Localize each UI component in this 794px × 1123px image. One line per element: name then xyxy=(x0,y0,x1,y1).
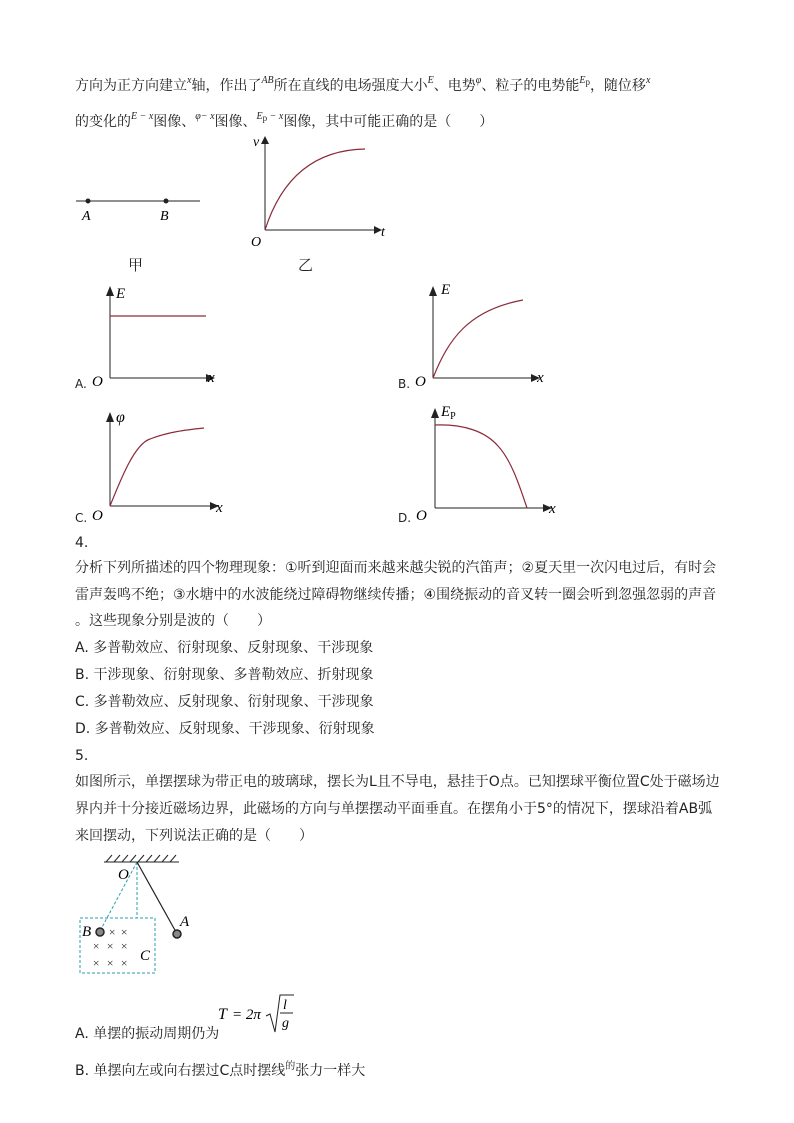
stem-text: 、电势 xyxy=(433,78,476,94)
stem-text: 图像，其中可能正确的是（ ） xyxy=(283,114,494,130)
point-b xyxy=(164,199,169,204)
cross: × xyxy=(106,956,115,970)
label-c: C xyxy=(140,948,151,964)
label-origin: O xyxy=(92,508,103,524)
label-e: E xyxy=(116,286,126,302)
q4-option-c[interactable]: C. 多普勒效应、反射现象、衍射现象、干涉现象 xyxy=(75,694,374,710)
option-b-text: 张力一样大 xyxy=(295,1063,366,1079)
q4-stem-line-2: 雷声轰鸣不绝；③水塘中的水波能绕过障碍物继续传播；④围绕振动的音叉转一圈会听到忽强忽弱的声音 xyxy=(75,587,717,603)
math-phi: φ xyxy=(475,75,482,86)
q4-option-a[interactable]: A. 多普勒效应、衍射现象、反射现象、干涉现象 xyxy=(75,640,374,656)
stem-text: 的变化的 xyxy=(75,114,131,130)
label-v: v xyxy=(253,135,260,150)
q4-option-d[interactable]: D. 多普勒效应、反射现象、干涉现象、衍射现象 xyxy=(75,721,375,737)
pendulum-string xyxy=(137,862,176,932)
cross: × xyxy=(106,939,115,953)
stem-text: 图像、 xyxy=(214,114,257,130)
formula-g: g xyxy=(282,1016,289,1031)
figure-yi xyxy=(245,128,395,250)
pendulum-figure xyxy=(74,850,204,980)
formula-t: T xyxy=(218,1006,227,1023)
q4-option-b[interactable]: B. 干涉现象、衍射现象、多普勒效应、折射现象 xyxy=(75,667,374,683)
label-ep-e: E xyxy=(441,404,451,420)
stem-text: 轴，作出了 xyxy=(191,78,262,94)
label-e: E xyxy=(441,282,451,298)
label-x: x xyxy=(537,370,544,386)
period-formula xyxy=(216,992,306,1038)
stem-text: 、粒子的电势能 xyxy=(481,78,580,94)
label-origin: O xyxy=(92,374,103,390)
math-ab: AB xyxy=(261,75,274,86)
e-arrow xyxy=(106,286,114,296)
q5-stem-line-2: 界内并十分接近磁场边界，此磁场的方向与单摆摆动平面垂直。在摆角小于5°的情况下，摆球沿着AB弧 xyxy=(75,801,713,817)
cross: × xyxy=(92,956,101,970)
math-e-x: E − x xyxy=(131,111,154,122)
v-arrow xyxy=(261,136,269,144)
label-o: O xyxy=(118,867,129,883)
e-arrow xyxy=(429,286,437,296)
option-a-letter[interactable]: A. xyxy=(75,377,87,391)
stem-text: 所在直线的电场强度大小 xyxy=(273,78,428,94)
phi-x-curve xyxy=(110,428,204,506)
math-x: x xyxy=(187,75,192,86)
q5-option-b[interactable] xyxy=(75,1058,365,1080)
label-origin: O xyxy=(416,508,427,524)
q5-stem-line-1: 如图所示，单摆摆球为带正电的玻璃球，摆长为L且不导电，悬挂于O点。已知摆球平衡位置C处于磁场边 xyxy=(75,774,720,790)
label-x: x xyxy=(208,370,215,386)
formula-l: l xyxy=(283,998,287,1013)
q5-option-a[interactable]: A. 单摆的振动周期仍为 xyxy=(75,1026,220,1042)
label-origin: O xyxy=(251,235,262,250)
cross: × xyxy=(120,939,129,953)
q4-number: 4. xyxy=(75,535,89,551)
e-x-curve xyxy=(433,300,523,378)
phi-arrow xyxy=(106,412,114,422)
label-a: A xyxy=(82,209,91,224)
q3-stem-line-1 xyxy=(75,72,650,95)
option-c-letter[interactable]: C. xyxy=(75,511,88,525)
ep-e: E xyxy=(256,111,263,122)
cross: × xyxy=(120,925,129,939)
option-c-graph[interactable] xyxy=(90,406,230,524)
caption-jia: 甲 xyxy=(128,256,144,274)
label-t: t xyxy=(381,225,385,240)
math-e: E xyxy=(427,75,434,86)
q5-number: 5. xyxy=(75,748,89,764)
label-ep-sub: P xyxy=(450,411,456,422)
option-d-letter[interactable]: D. xyxy=(398,511,412,525)
pendulum-ball-b xyxy=(96,928,104,936)
q4-stem-line-1: 分析下列所描述的四个物理现象：①听到迎面而来越来越尖锐的汽笛声；②夏天里一次闪电过后，有时会 xyxy=(75,560,717,576)
math-x: x xyxy=(645,75,651,86)
point-a xyxy=(86,199,91,204)
option-a-graph[interactable] xyxy=(90,280,230,390)
ep-e: E xyxy=(579,75,586,86)
stem-text: 图像、 xyxy=(153,114,196,130)
label-b: B xyxy=(160,209,169,224)
ep-x-curve xyxy=(435,425,527,508)
pendulum-ball-a xyxy=(173,930,181,938)
option-b-text: B. 单摆向左或向右摆过C点时摆线 xyxy=(75,1063,286,1079)
stem-text: ，随位移 xyxy=(589,78,646,94)
option-d-graph[interactable] xyxy=(413,398,563,524)
option-b-small: 的 xyxy=(285,1061,296,1072)
label-b: B xyxy=(82,924,92,940)
ep-sub: p xyxy=(262,113,268,123)
v-t-curve xyxy=(265,149,365,230)
label-origin: O xyxy=(415,374,426,390)
figure-jia xyxy=(70,190,210,230)
q5-stem-line-3: 来回摆动，下列说法正确的是（ ） xyxy=(75,828,313,844)
q4-stem-line-3: 。这些现象分别是波的（ ） xyxy=(75,613,271,629)
math-phi-x: φ− x xyxy=(195,111,215,122)
option-b-graph[interactable] xyxy=(413,280,553,390)
label-ep xyxy=(440,404,456,422)
ep-sub: p xyxy=(585,77,590,87)
math-ep-x xyxy=(257,111,284,122)
label-a: A xyxy=(180,914,190,930)
stem-text: 方向为正方向建立 xyxy=(75,78,187,94)
ep-rest: − x xyxy=(267,111,284,122)
cross: × xyxy=(120,956,129,970)
math-ep xyxy=(579,75,590,86)
label-x: x xyxy=(216,500,223,516)
ep-arrow xyxy=(431,408,439,418)
label-phi: φ xyxy=(116,409,125,426)
ceiling-hatch xyxy=(106,855,176,862)
label-x: x xyxy=(549,501,556,517)
caption-yi: 乙 xyxy=(298,256,314,274)
cross: × xyxy=(92,939,101,953)
option-b-letter[interactable]: B. xyxy=(398,377,411,391)
formula-eq: = 2π xyxy=(232,1007,261,1023)
cross: × xyxy=(108,925,117,939)
